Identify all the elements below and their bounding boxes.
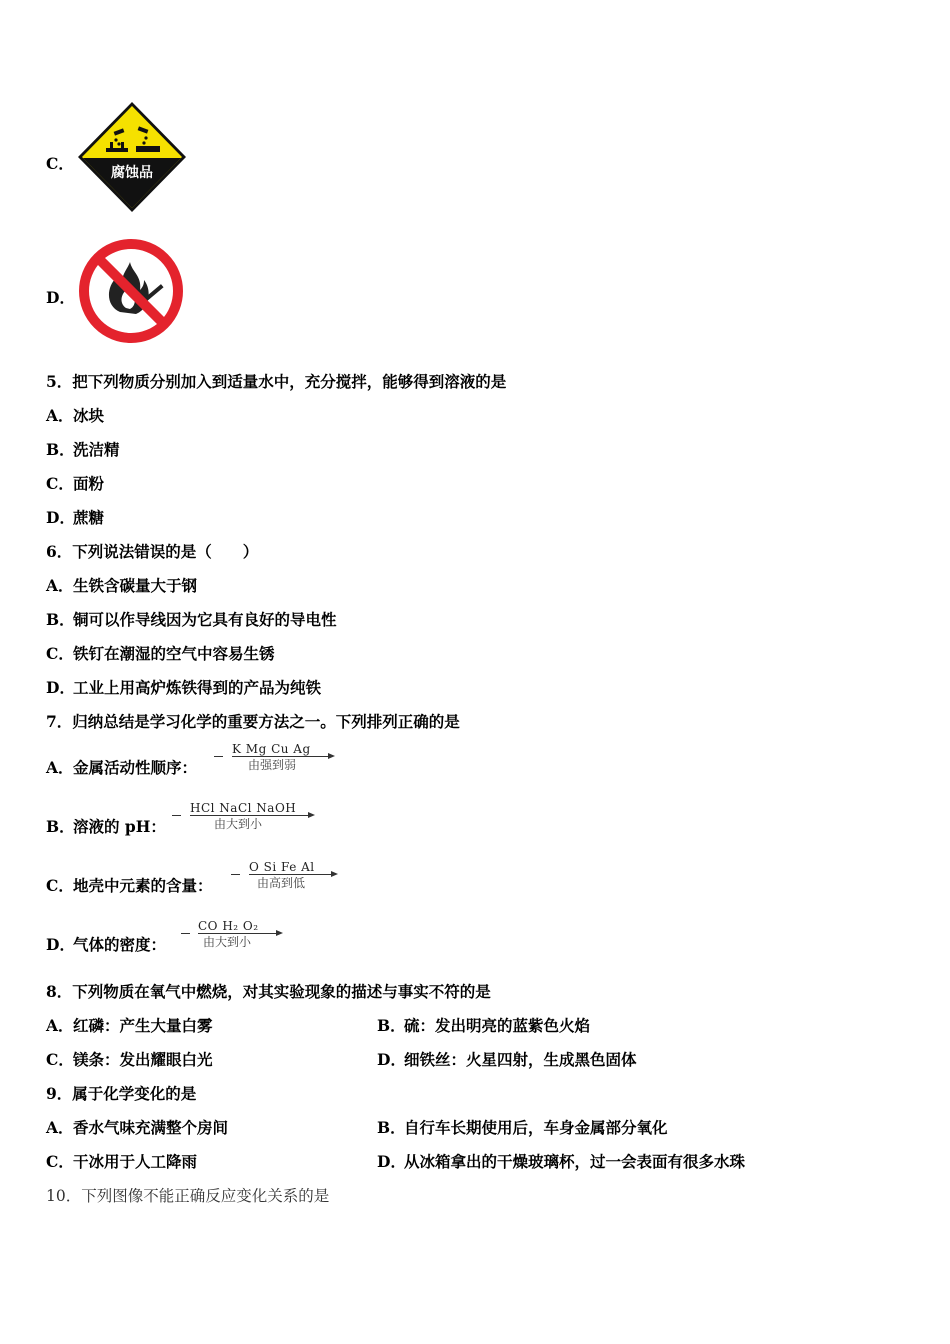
q9-option-b (377, 1116, 668, 1138)
q6-stem: 6．下列说法错误的是（ ） (46, 542, 259, 561)
q6-option-d (46, 676, 321, 698)
option-text: 镁条：发出耀眼白光 (73, 1050, 213, 1069)
arrow-icon (276, 930, 283, 936)
option-text: 铜可以作导线因为它具有良好的导电性 (73, 610, 337, 629)
option-text: 蔗糖 (73, 508, 105, 527)
option-text: 细铁丝：火星四射，生成黑色固体 (404, 1050, 637, 1069)
q6-option-c (46, 642, 275, 664)
q5-option-c (46, 472, 104, 494)
option-key: B． (46, 440, 75, 459)
corrosive-sign-text: 腐蚀品 (111, 165, 153, 181)
option-key: A． (46, 406, 74, 425)
option-key: D． (46, 508, 75, 527)
sequence-direction: 由大到小 (214, 817, 263, 831)
q7-a-sequence (214, 742, 339, 772)
option-text: 生铁含碳量大于钢 (73, 576, 198, 595)
sequence-dash (181, 933, 190, 934)
option-text: 金属活动性顺序： (73, 758, 198, 777)
option-text: 红磷：产生大量白雾 (73, 1016, 213, 1035)
option-key: D． (46, 935, 75, 954)
option-text: 铁钉在潮湿的空气中容易生锈 (73, 644, 275, 663)
option-key: A． (46, 1016, 74, 1035)
sequence-direction: 由大到小 (203, 935, 252, 949)
q8-option-c (46, 1048, 213, 1070)
option-key: B． (377, 1118, 406, 1137)
q7-d-sequence (181, 919, 285, 949)
q9-stem: 9．属于化学变化的是 (46, 1084, 197, 1103)
q8-option-a (46, 1014, 213, 1036)
q8-option-b (377, 1014, 590, 1036)
option-key: B． (377, 1016, 406, 1035)
arrow-icon (328, 753, 335, 759)
q7-b-sequence (172, 801, 317, 831)
option-text: 溶液的 pH： (73, 817, 166, 836)
q7-option-d (46, 933, 166, 955)
arrow-icon (308, 812, 315, 818)
sequence-order: O Si Fe Al (249, 860, 315, 874)
q5-option-a (46, 404, 104, 426)
option-key: C． (46, 474, 74, 493)
q8-option-d (377, 1048, 637, 1070)
option-key: C． (46, 1050, 74, 1069)
option-key: A． (46, 1118, 74, 1137)
option-key: D． (377, 1152, 406, 1171)
option-key: C． (46, 644, 74, 663)
sequence-direction: 由高到低 (257, 876, 306, 890)
option-key: A． (46, 758, 74, 777)
q9-option-c (46, 1150, 197, 1172)
option-key: A． (46, 576, 74, 595)
q5-option-b (46, 438, 120, 460)
corrosive-sign-image (76, 100, 188, 214)
sequence-dash (231, 874, 240, 875)
q7-option-b (46, 815, 166, 837)
q8-stem: 8．下列物质在氧气中燃烧，对其实验现象的描述与事实不符的是 (46, 982, 491, 1001)
q5-option-d (46, 506, 104, 528)
q7-c-sequence (231, 860, 341, 890)
option-text: 自行车长期使用后，车身金属部分氧化 (404, 1118, 668, 1137)
q6-option-b (46, 608, 337, 630)
sequence-order: HCl NaCl NaOH (190, 801, 297, 815)
option-text: 面粉 (73, 474, 105, 493)
option-key: B． (46, 610, 75, 629)
option-text: 香水气味充满整个房间 (73, 1118, 229, 1137)
option-text: 从冰箱拿出的干燥玻璃杯，过一会表面有很多水珠 (404, 1152, 746, 1171)
option-key: C． (46, 1152, 74, 1171)
option-text: 气体的密度： (73, 935, 167, 954)
arrow-icon (331, 871, 338, 877)
option-text: 洗洁精 (73, 440, 120, 459)
q7-stem: 7．归纳总结是学习化学的重要方法之一。下列排列正确的是 (46, 712, 460, 731)
q7-option-c (46, 874, 213, 896)
sequence-direction: 由强到弱 (248, 758, 297, 772)
no-fire-sign-image (76, 236, 186, 346)
sequence-dash (214, 756, 223, 757)
q10-stem: 10．下列图像不能正确反应变化关系的是 (46, 1187, 330, 1205)
option-key: B． (46, 817, 75, 836)
sequence-order: CO H₂ O₂ (198, 919, 259, 933)
option-text: 地壳中元素的含量： (73, 876, 213, 895)
option-d-label: D． (46, 288, 75, 307)
option-c-label: C． (46, 154, 74, 173)
q9-option-d (377, 1150, 745, 1172)
q6-option-a (46, 574, 197, 596)
q7-option-a (46, 756, 197, 778)
option-text: 干冰用于人工降雨 (73, 1152, 198, 1171)
sequence-dash (172, 815, 181, 816)
option-key: C． (46, 876, 74, 895)
q9-option-a (46, 1116, 228, 1138)
q5-stem: 5．把下列物质分别加入到适量水中，充分搅拌，能够得到溶液的是 (46, 372, 507, 391)
option-text: 硫：发出明亮的蓝紫色火焰 (404, 1016, 591, 1035)
option-text: 冰块 (73, 406, 105, 425)
option-key: D． (46, 678, 75, 697)
sequence-order: K Mg Cu Ag (232, 742, 311, 756)
option-key: D． (377, 1050, 406, 1069)
option-text: 工业上用高炉炼铁得到的产品为纯铁 (73, 678, 322, 697)
